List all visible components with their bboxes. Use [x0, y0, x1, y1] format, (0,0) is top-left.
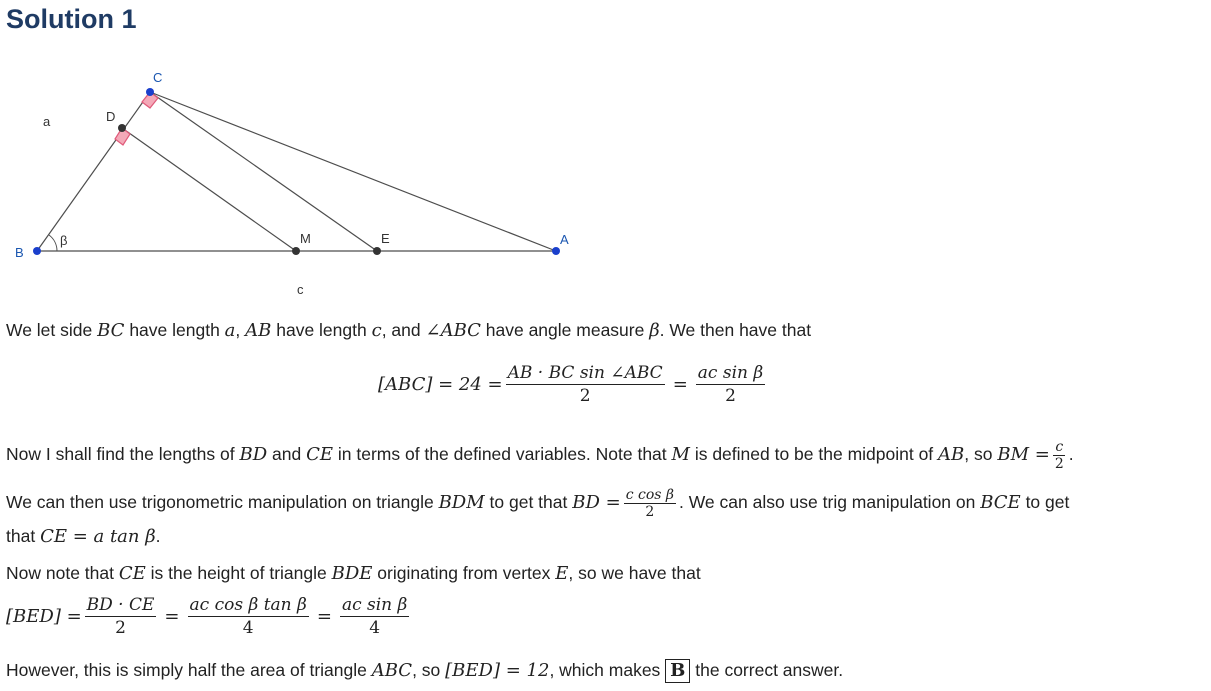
math-CE: CE	[118, 563, 146, 584]
numerator: AB · BC sin ∠ABC	[507, 363, 663, 383]
boxed-answer: B	[665, 659, 690, 683]
side-label-c: c	[297, 282, 304, 297]
text: We can then use trigonometric manipulation on triangle	[6, 492, 439, 512]
numerator: c cos β	[625, 486, 674, 503]
math-beta: β	[649, 320, 660, 341]
point-A	[552, 247, 560, 255]
paragraph-3	[6, 480, 1069, 525]
math-BD-equals: BD =	[572, 492, 621, 513]
text: that	[6, 526, 41, 546]
denominator: 4	[369, 618, 381, 638]
text: , so	[412, 660, 446, 680]
text: have length	[271, 320, 372, 340]
text: is the height of triangle	[145, 563, 332, 583]
text: is defined to be the midpoint of	[689, 444, 939, 464]
segment-BC	[37, 92, 150, 251]
numerator: ac sin β	[341, 595, 408, 615]
paragraph-5	[6, 561, 701, 586]
math-BD: BD	[239, 444, 268, 465]
math-BDE: BDE	[331, 563, 373, 584]
point-E	[373, 247, 381, 255]
fraction-2	[696, 362, 765, 407]
equals-sign: =	[164, 606, 180, 627]
segment-DM	[122, 128, 296, 251]
math-M: M	[671, 444, 690, 465]
angle-beta-arc	[49, 235, 57, 251]
fraction-1	[85, 594, 157, 639]
math-AB: AB	[245, 320, 272, 341]
label-C: C	[153, 70, 163, 85]
math-BED-equals-12: [BED] = 12	[445, 660, 550, 681]
label-D: D	[106, 109, 116, 124]
text: Now note that	[6, 563, 119, 583]
math-BCE: BCE	[980, 492, 1021, 513]
text: and	[267, 444, 307, 464]
label-M: M	[300, 231, 311, 246]
triangle-diagram	[0, 60, 600, 310]
denominator: 2	[725, 386, 736, 406]
label-E: E	[381, 231, 390, 246]
text: .	[155, 526, 161, 546]
text: Now I shall find the lengths of	[6, 444, 240, 464]
numerator: c	[1055, 438, 1064, 455]
text: , which makes	[549, 660, 666, 680]
math-CE: CE	[306, 444, 333, 465]
label-A: A	[560, 232, 569, 247]
text: the correct answer.	[690, 660, 844, 680]
denominator: 2	[645, 503, 655, 520]
equation-area-bed	[6, 594, 412, 639]
paragraph-2	[6, 436, 1074, 473]
text: to get	[1020, 492, 1070, 512]
text: . We can also use trig manipulation on	[678, 492, 981, 512]
math-CE-equals: CE = a tan β	[40, 526, 156, 547]
numerator: BD · CE	[86, 595, 155, 615]
denominator: 2	[115, 618, 126, 638]
paragraph-6	[6, 658, 843, 683]
math-ABC: ABC	[371, 660, 413, 681]
eq-lhs: [ABC] = 24 =	[378, 374, 503, 395]
fraction-2	[188, 594, 309, 639]
eq-lhs: [BED] =	[6, 606, 82, 627]
text: , so we have that	[568, 563, 701, 583]
math-c: c	[371, 320, 382, 341]
segment-CA	[150, 92, 556, 251]
triangle-figure	[0, 60, 600, 310]
text: originating from vertex	[372, 563, 556, 583]
point-C	[146, 88, 154, 96]
numerator: ac sin β	[697, 363, 764, 383]
numerator: ac cos β tan β	[189, 595, 307, 615]
point-M	[292, 247, 300, 255]
fraction-3	[340, 594, 409, 639]
math-BC: BC	[97, 320, 125, 341]
text: have length	[124, 320, 225, 340]
denominator: 4	[242, 618, 254, 638]
text: We let side	[6, 320, 98, 340]
equation-area-abc	[378, 362, 768, 407]
text: ,	[235, 320, 246, 340]
math-E: E	[555, 563, 569, 584]
text: to get that	[484, 492, 573, 512]
paragraph-1	[6, 318, 811, 343]
math-BDM: BDM	[438, 492, 485, 513]
denominator: 2	[1054, 455, 1064, 472]
fraction-1	[506, 362, 665, 407]
paragraph-4	[6, 524, 161, 549]
text: have angle measure	[480, 320, 650, 340]
math-BM: BM =	[997, 444, 1050, 465]
equals-sign: =	[672, 374, 688, 395]
solution-heading: Solution 1	[6, 4, 137, 34]
text: However, this is simply half the area of triangle	[6, 660, 372, 680]
denominator: 2	[579, 386, 591, 406]
label-B: B	[15, 245, 24, 260]
text: .	[1068, 444, 1074, 464]
point-D	[118, 124, 126, 132]
side-label-a: a	[43, 114, 51, 129]
fraction-c-over-2	[1053, 439, 1066, 472]
text: , and	[381, 320, 426, 340]
angle-label-beta: β	[60, 233, 68, 248]
text: in terms of the defined variables. Note that	[333, 444, 672, 464]
math-angle-ABC: ∠ABC	[425, 320, 481, 341]
text: . We then have that	[659, 320, 812, 340]
text: , so	[964, 444, 998, 464]
math-AB: AB	[938, 444, 965, 465]
math-a: a	[224, 320, 236, 341]
equals-sign: =	[316, 606, 332, 627]
point-B	[33, 247, 41, 255]
fraction-ccosb-over-2	[624, 487, 676, 520]
